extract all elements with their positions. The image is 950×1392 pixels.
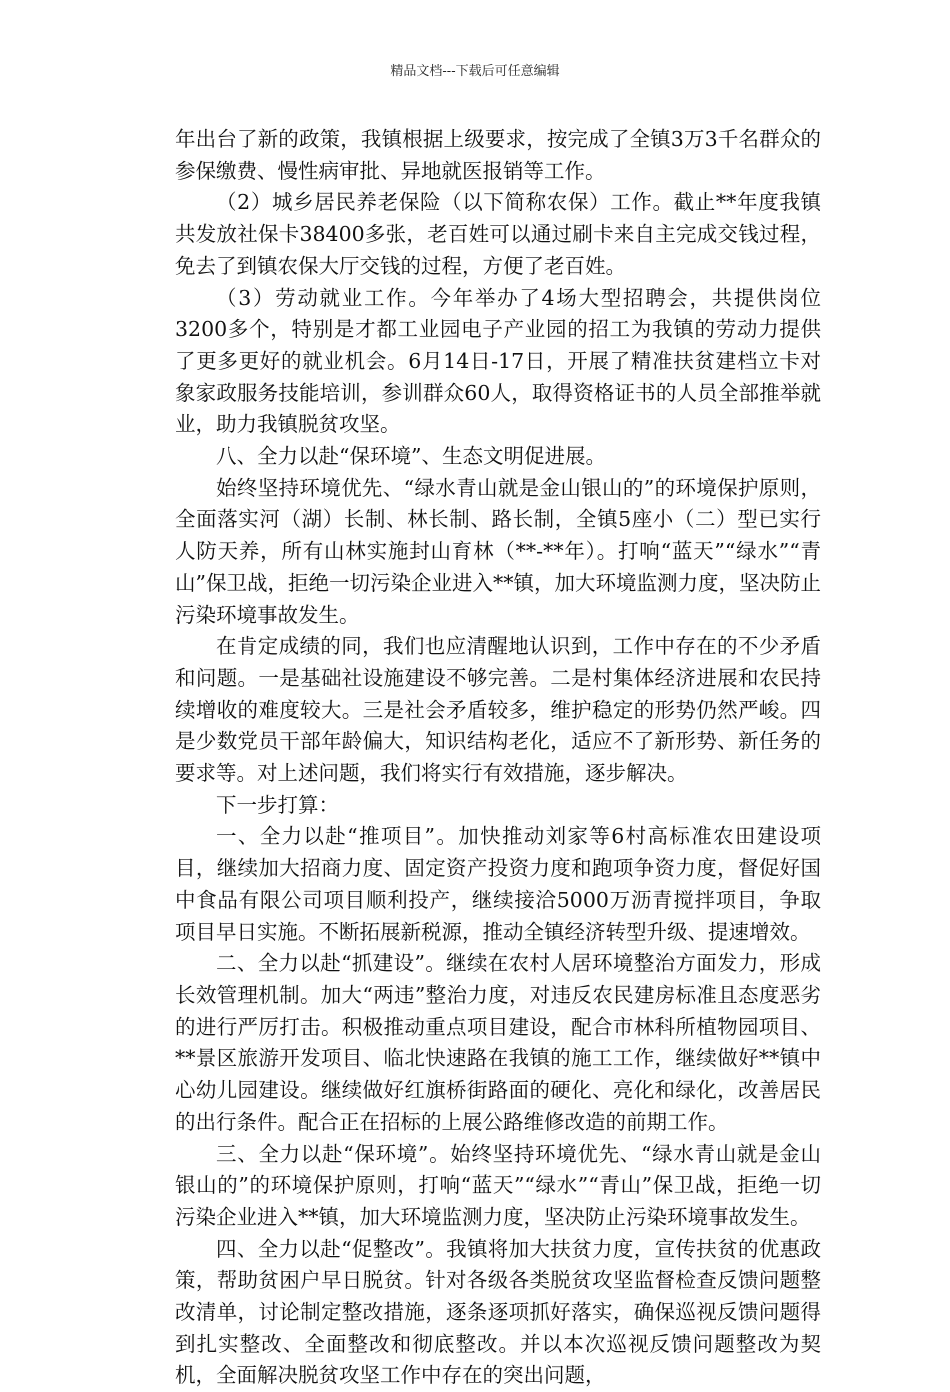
page-header: 精品文档---下载后可任意编辑 <box>390 64 560 79</box>
paragraph-plan-projects: 一、全力以赴“推项目”。加快推动刘家等6村高标准农田建设项目，继续加大招商力度、固定资产投资力度和跑项争资力度，督促好国中食品有限公司项目顺利投产，继续接洽5000万沥青搅拌项目，争取项目早日实施。不断拓展新税源，推动全镇经济转型升级、提速增效。 <box>175 824 821 944</box>
paragraph-plan-environment: 三、全力以赴“保环境”。始终坚持环境优先、“绿水青山就是金山银山的”的环境保护原则，打响“蓝天”“绿水”“青山”保卫战，拒绝一切污染企业进入**镇，加大环境监测力度，坚决防止污染环境事故发生。 <box>175 1141 821 1229</box>
paragraph-rural-pension: （2）城乡居民养老保险（以下简称农保）工作。截止**年度我镇共发放社保卡38400多张，老百姓可以通过刷卡来自主完成交钱过程，免去了到镇农保大厅交钱的过程，方便了老百姓。 <box>175 190 821 278</box>
paragraph-plan-rectification: 四、全力以赴“促整改”。我镇将加大扶贫力度，宣传扶贫的优惠政策，帮助贫困户早日脱贫。针对各级各类脱贫攻坚监督检查反馈问题整改清单，讨论制定整改措施，逐条逐项抓好落实，确保巡视反馈问题得到扎实整改、全面整改和彻底整改。并以本次巡视反馈问题整改为契机，全面解决脱贫攻坚工作中存在的突出问题， <box>175 1236 821 1388</box>
paragraph-employment: （3）劳动就业工作。今年举办了4场大型招聘会，共提供岗位3200多个，特别是才都工业园电子产业园的招工为我镇的劳动力提供了更多更好的就业机会。6月14日-17日，开展了精准扶贫建档立卡对象家政服务技能培训，参训群众60人，取得资格证书的人员全部推举就业，助力我镇脱贫攻坚。 <box>175 285 821 437</box>
section-heading-environment: 八、全力以赴“保环境”、生态文明促进展。 <box>216 444 606 469</box>
paragraph-plan-construction: 二、全力以赴“抓建设”。继续在农村人居环境整治方面发力，形成长效管理机制。加大“两违”整治力度，对违反农民建房标准且态度恶劣的进行严厉打击。积极推动重点项目建设，配合市林科所植物园项目、**景区旅游开发项目、临北快速路在我镇的施工工作，继续做好**镇中心幼儿园建设。继续做好红旗桥街路面的硬化、亮化和绿化，改善居民的出行条件。配合正在招标的上展公路维修改造的前期工作。 <box>175 951 821 1134</box>
paragraph-continuation: 年出台了新的政策，我镇根据上级要求，按完成了全镇3万3千名群众的参保缴费、慢性病审批、异地就医报销等工作。 <box>175 127 821 183</box>
heading-next-steps: 下一步打算： <box>216 792 339 817</box>
document-body <box>175 124 821 1392</box>
paragraph-problems: 在肯定成绩的同，我们也应清醒地认识到，工作中存在的不少矛盾和问题。一是基础社设施建设不够完善。二是村集体经济进展和农民持续增收的难度较大。三是社会矛盾较多，维护稳定的形势仍然严峻。四是少数党员干部年龄偏大，知识结构老化，适应不了新形势、新任务的要求等。对上述问题，我们将实行有效措施，逐步解决。 <box>175 634 821 786</box>
paragraph-environment: 始终坚持环境优先、“绿水青山就是金山银山的”的环境保护原则，全面落实河（湖）长制、林长制、路长制，全镇5座小（二）型已实行人防天养，所有山林实施封山育林（**-**年）。打响“蓝天”“绿水”“青山”保卫战，拒绝一切污染企业进入**镇，加大环境监测力度，坚决防止污染环境事故发生。 <box>175 475 821 627</box>
